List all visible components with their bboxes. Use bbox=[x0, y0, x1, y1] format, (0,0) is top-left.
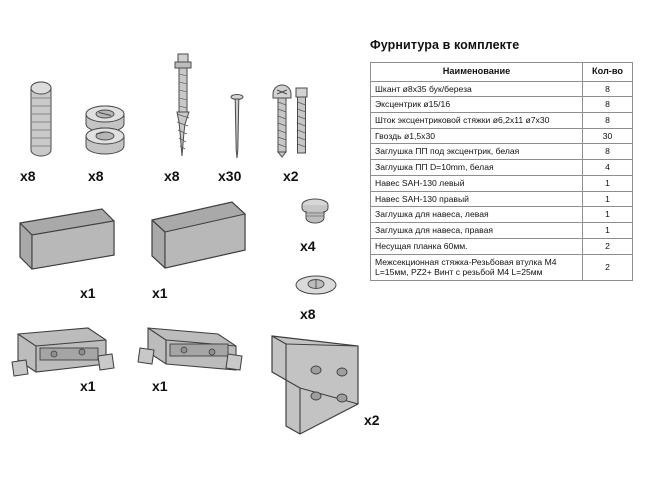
nail-qty: x30 bbox=[218, 168, 242, 184]
table-row bbox=[371, 223, 633, 239]
part-qty: 30 bbox=[583, 128, 633, 144]
bracket-right-illustration bbox=[146, 196, 251, 274]
bracket-left-qty: x1 bbox=[80, 285, 96, 301]
part-name: Шток эксцентриковой стяжки ø6,2x11 ø7x30 bbox=[371, 112, 583, 128]
hanger-right-qty: x1 bbox=[152, 378, 168, 394]
table-row bbox=[371, 175, 633, 191]
header-qty: Кол-во bbox=[583, 63, 633, 82]
part-qty: 2 bbox=[583, 238, 633, 254]
part-name: Навес SAH-130 левый bbox=[371, 175, 583, 191]
part-qty: 8 bbox=[583, 112, 633, 128]
cam-lock-qty: x8 bbox=[88, 168, 104, 184]
table-row bbox=[371, 254, 633, 280]
cam-cover-cap-illustration bbox=[294, 272, 338, 300]
cap-plug-illustration bbox=[298, 196, 332, 230]
dowel-illustration bbox=[26, 80, 56, 160]
table-row bbox=[371, 128, 633, 144]
table-row bbox=[371, 160, 633, 176]
part-qty: 8 bbox=[583, 97, 633, 113]
nail-illustration bbox=[228, 92, 246, 162]
cam-cover-cap-qty: x8 bbox=[300, 306, 316, 322]
parts-table-title: Фурнитура в комплекте bbox=[370, 38, 520, 52]
parts-table-panel bbox=[370, 38, 632, 281]
header-name: Наименование bbox=[371, 63, 583, 82]
bracket-right-qty: x1 bbox=[152, 285, 168, 301]
mounting-plate-illustration bbox=[258, 330, 368, 446]
table-row bbox=[371, 207, 633, 223]
cam-bolt-qty: x8 bbox=[164, 168, 180, 184]
hanger-left-illustration bbox=[10, 326, 120, 386]
cam-lock-illustration bbox=[82, 104, 128, 160]
cam-bolt-illustration bbox=[170, 52, 196, 162]
hanger-right-illustration bbox=[134, 326, 244, 386]
part-name: Эксцентрик ø15/16 bbox=[371, 97, 583, 113]
hanger-left-qty: x1 bbox=[80, 378, 96, 394]
bracket-left-illustration bbox=[14, 205, 119, 275]
part-name: Навес SAH-130 правый bbox=[371, 191, 583, 207]
part-name: Несущая планка 60мм. bbox=[371, 238, 583, 254]
dowel-qty: x8 bbox=[20, 168, 36, 184]
part-qty: 4 bbox=[583, 160, 633, 176]
part-qty: 1 bbox=[583, 223, 633, 239]
part-qty: 1 bbox=[583, 175, 633, 191]
cap-plug-qty: x4 bbox=[300, 238, 316, 254]
part-qty: 8 bbox=[583, 81, 633, 97]
part-name: Межсекционная стяжка-Резьбовая втулка M4 L=15мм, PZ2+ Винт с резьбой M4 L=25мм bbox=[371, 254, 583, 280]
part-qty: 1 bbox=[583, 191, 633, 207]
part-name: Заглушка ПП под эксцентрик, белая bbox=[371, 144, 583, 160]
part-qty: 8 bbox=[583, 144, 633, 160]
table-row bbox=[371, 112, 633, 128]
part-qty: 2 bbox=[583, 254, 633, 280]
table-header-row bbox=[371, 63, 633, 82]
table-row bbox=[371, 81, 633, 97]
part-name: Заглушка для навеса, левая bbox=[371, 207, 583, 223]
table-row bbox=[371, 97, 633, 113]
part-name: Заглушка ПП D=10mm, белая bbox=[371, 160, 583, 176]
mounting-plate-qty: x2 bbox=[364, 412, 380, 428]
table-row bbox=[371, 191, 633, 207]
parts-table bbox=[370, 62, 633, 281]
table-row bbox=[371, 144, 633, 160]
table-row bbox=[371, 238, 633, 254]
screw-qty: x2 bbox=[283, 168, 299, 184]
screw-illustration bbox=[268, 84, 312, 164]
part-qty: 1 bbox=[583, 207, 633, 223]
part-name: Шкант ø8x35 бук/береза bbox=[371, 81, 583, 97]
part-name: Гвоздь ø1,5x30 bbox=[371, 128, 583, 144]
part-name: Заглушка для навеса, правая bbox=[371, 223, 583, 239]
